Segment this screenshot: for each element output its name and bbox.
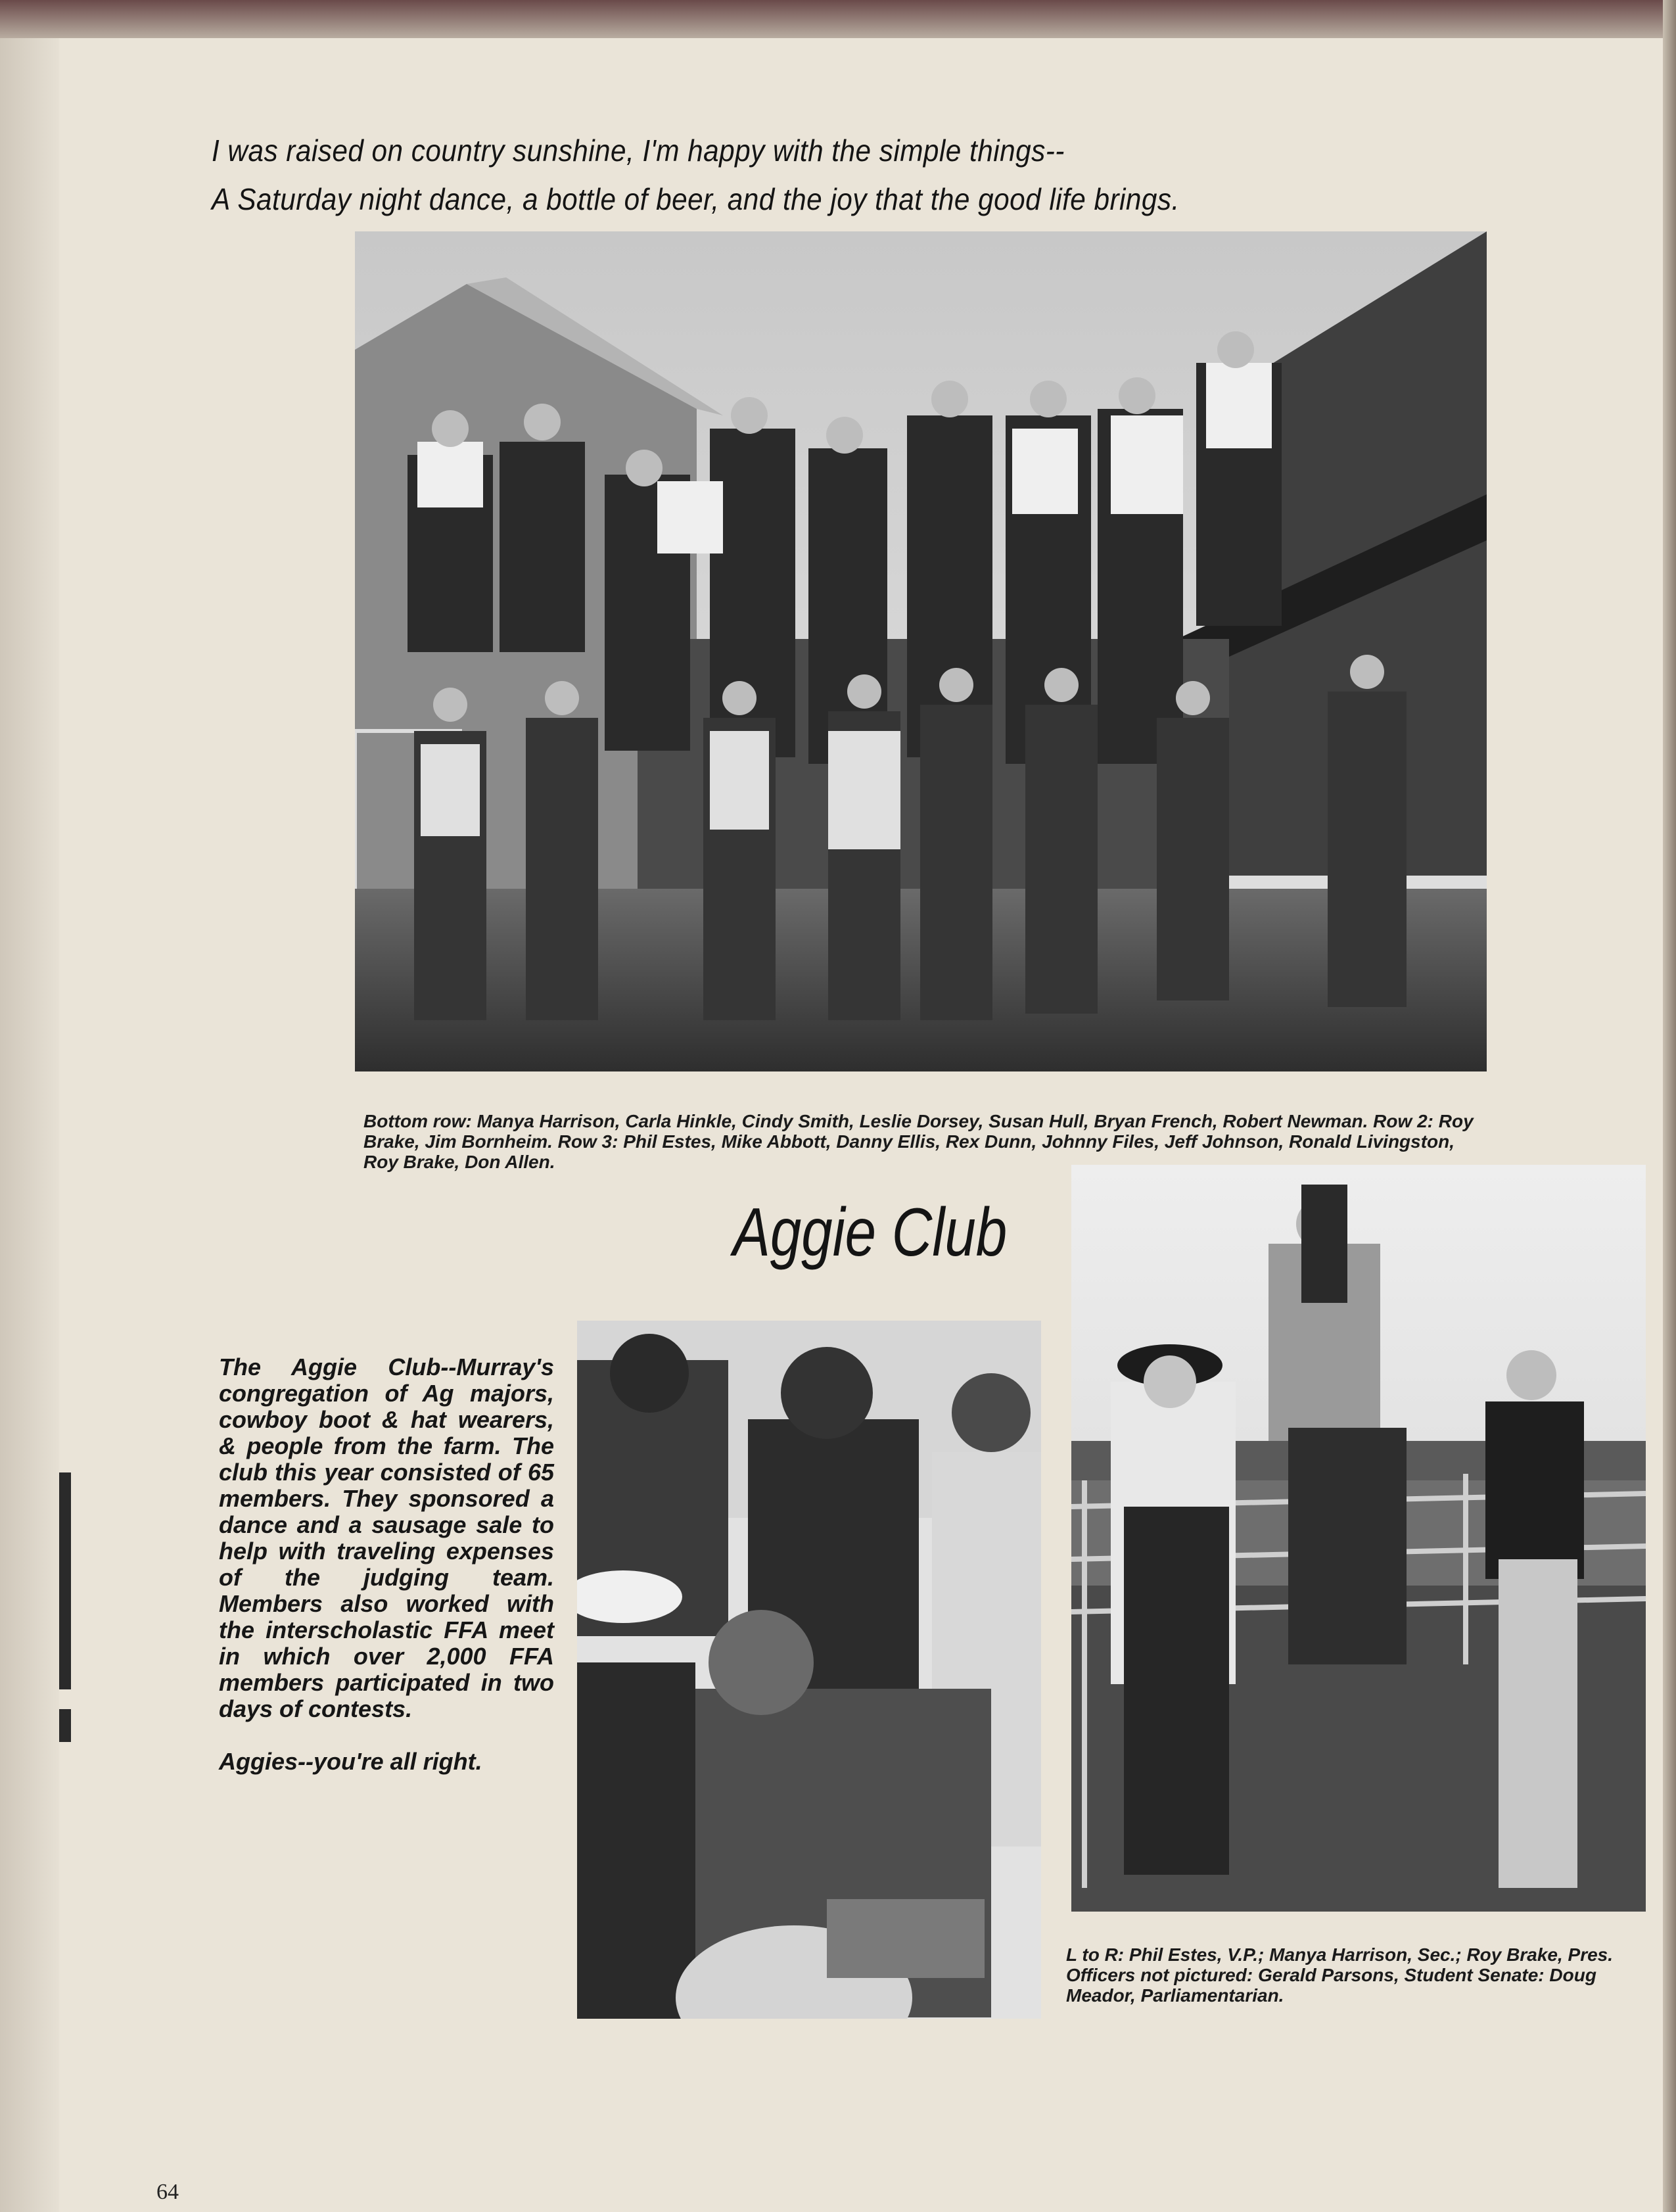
- officers-photo: [1071, 1165, 1646, 1912]
- article-paragraph: The Aggie Club--Murray's congregation of Ag majors, cowboy boot & hat wearers, & people from the farm. The club this year consisted of 65 members. They sponsored a dance and a sausage sale to help with traveling expenses of the judging team. Members also worked with the interscholastic FFA meet in which over 2,000 FFA members participated in two days of contests.: [219, 1353, 554, 1722]
- candid-photo-image: [577, 1321, 1041, 2019]
- page-number: 64: [156, 2180, 179, 2204]
- quote-line-1: I was raised on country sunshine, I'm happy with the simple things--: [212, 133, 1065, 168]
- group-photo-caption: Bottom row: Manya Harrison, Carla Hinkle, Cindy Smith, Leslie Dorsey, Susan Hull, Bryan French, Robert Newman. Row 2: Roy Brake, Jim Bornheim. Row 3: Phil Estes, Mike Abbott, Danny Ellis, Rex Dunn, Johnny Files, Jeff Johnson, Ronald Livingston, Roy Brake, Don Allen.: [363, 1111, 1474, 1172]
- song-quote: [212, 126, 1300, 224]
- group-photo: [355, 231, 1487, 1071]
- quote-line-2: A Saturday night dance, a bottle of beer, and the joy that the good life brings.: [212, 182, 1180, 216]
- candid-photo: [577, 1321, 1041, 2019]
- article-text: [219, 1354, 554, 1801]
- scan-top-edge: [0, 0, 1676, 38]
- binding-mark: [59, 1709, 71, 1742]
- group-photo-image: [355, 231, 1487, 1071]
- article-sign-off: Aggies--you're all right.: [219, 1748, 482, 1775]
- officers-photo-image: [1071, 1165, 1646, 1912]
- officers-photo-caption: L to R: Phil Estes, V.P.; Manya Harrison, Sec.; Roy Brake, Pres. Officers not pictured: Gerald Parsons, Student Senate: Doug Meador, Parliamentarian.: [1066, 1944, 1614, 2006]
- section-title: Aggie Club: [733, 1194, 1008, 1271]
- scan-right-edge: [1663, 0, 1676, 2212]
- binding-mark: [59, 1472, 71, 1689]
- scan-left-margin: [0, 38, 59, 2212]
